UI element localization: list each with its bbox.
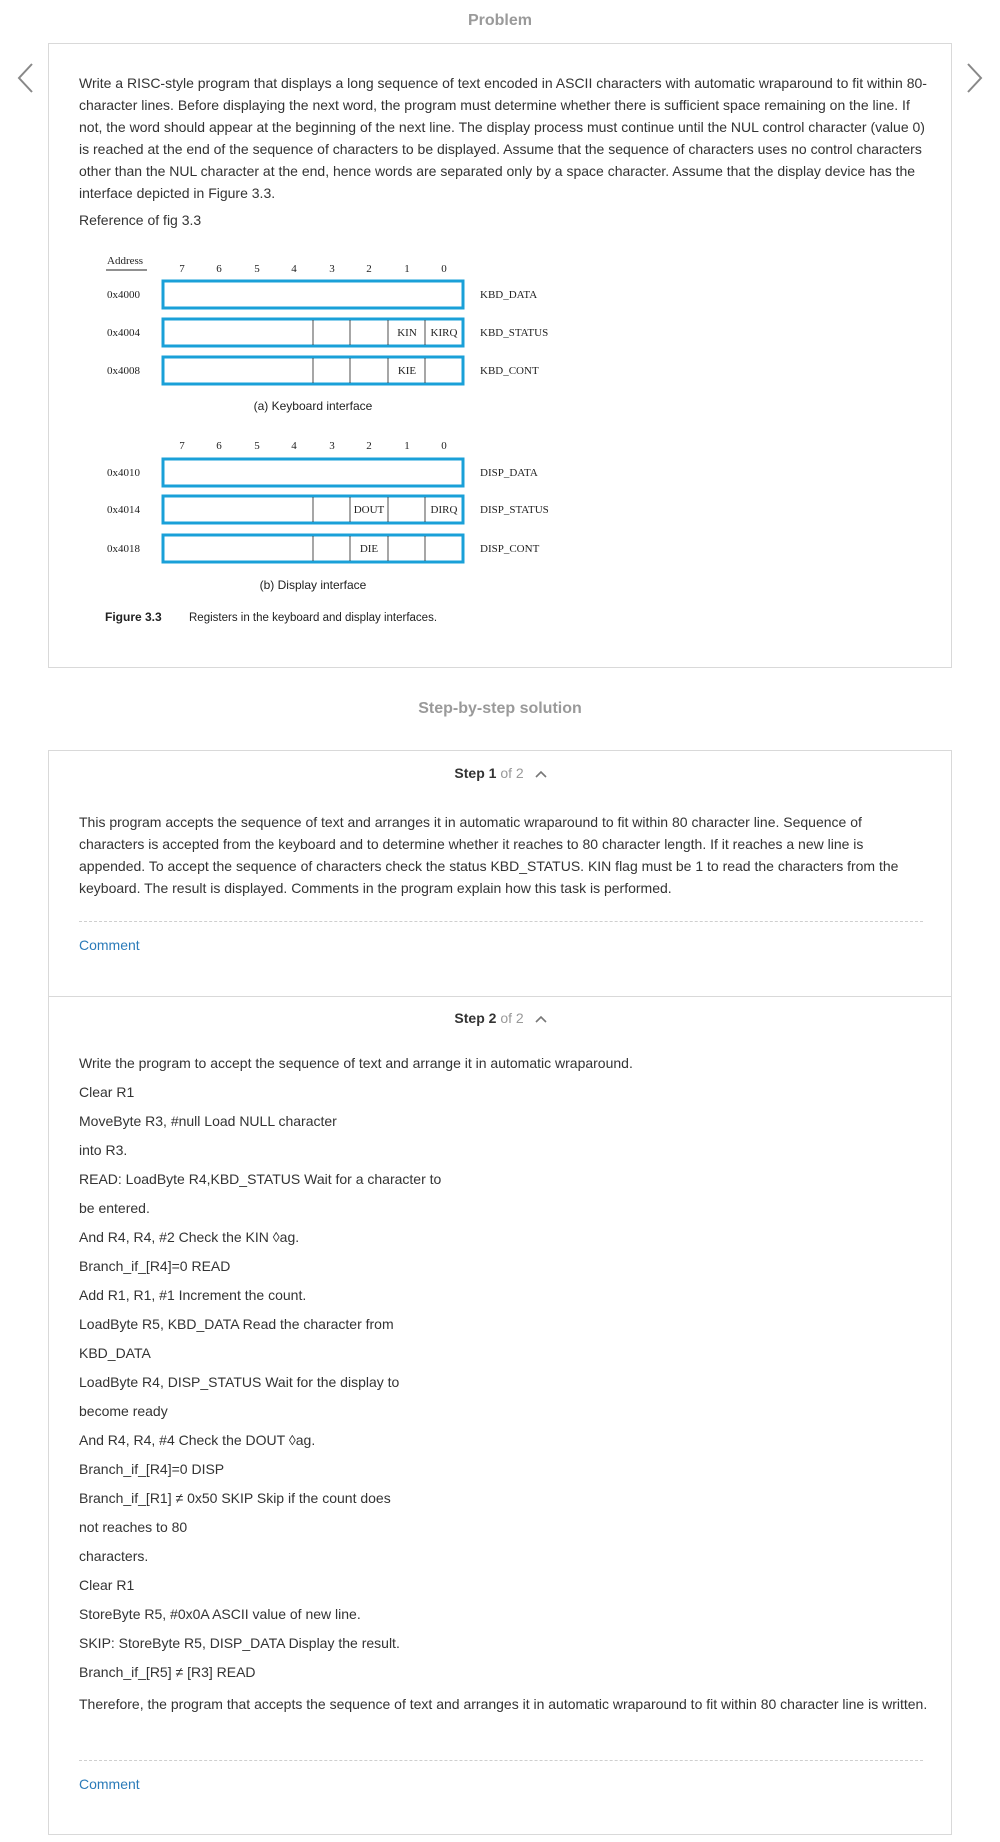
keyboard-bit-numbers — [179, 263, 447, 275]
code-line: SKIP: StoreByte R5, DISP_DATA Display the result. — [79, 1635, 400, 1651]
figure-label: Figure 3.3 — [105, 610, 162, 624]
code-line: characters. — [79, 1548, 149, 1564]
problem-heading: Problem — [467, 12, 532, 29]
figure-caption: Registers in the keyboard and display interfaces. — [189, 612, 438, 624]
step1-header[interactable] — [49, 765, 953, 782]
figure-reference: Reference of fig 3.3 — [79, 212, 202, 228]
bit-number: 4 — [291, 440, 297, 452]
next-arrow[interactable] — [962, 60, 986, 96]
code-line: And R4, R4, #2 Check the KIN ◊ag. — [79, 1229, 300, 1245]
code-line: LoadByte R4, DISP_STATUS Wait for the display to — [79, 1374, 400, 1390]
chevron-right-icon — [962, 60, 986, 96]
display-caption: (b) Display interface — [259, 578, 367, 592]
register-address: 0x4000 — [107, 289, 140, 301]
register-name: KBD_CONT — [480, 365, 539, 377]
register-name: DISP_DATA — [480, 467, 538, 479]
code-line: KBD_DATA — [79, 1345, 151, 1361]
bit-number: 3 — [329, 263, 335, 275]
bit-number: 5 — [254, 263, 260, 275]
register-address: 0x4008 — [107, 365, 140, 377]
keyboard-caption: (a) Keyboard interface — [253, 399, 373, 413]
bit-number: 7 — [179, 263, 185, 275]
register-name: KBD_DATA — [480, 289, 538, 301]
code-line: And R4, R4, #4 Check the DOUT ◊ag. — [79, 1432, 316, 1448]
code-line: into R3. — [79, 1142, 128, 1158]
solution-card — [48, 750, 952, 1835]
bit-number: 7 — [179, 440, 185, 452]
previous-arrow[interactable] — [14, 60, 38, 96]
dout-bit: DOUT — [353, 504, 385, 516]
register-address: 0x4018 — [107, 543, 140, 555]
register-address: 0x4004 — [107, 327, 140, 339]
code-line: be entered. — [79, 1200, 150, 1216]
dirq-bit: DIRQ — [430, 504, 458, 516]
code-line: become ready — [79, 1403, 168, 1419]
chevron-up-icon[interactable] — [534, 766, 548, 782]
bit-number: 2 — [366, 440, 372, 452]
register-name: KBD_STATUS — [480, 327, 549, 339]
bit-number: 4 — [291, 263, 297, 275]
problem-text: Write a RISC-style program that displays a long sequence of text encoded in ASCII characters with automatic wraparound to fit within 80-character lines. Before displaying the next word, the program must determine whether there is sufficient space remaining on the line. If not, the word should appear at the beginning of the next line. The display process must continue until the NUL control character (value 0) is reached at the end of the sequence of characters to be displayed. Assume that the sequence of characters uses no control characters other than the NUL character at the end, hence words are separated only by a space character. Assume that the display device has the interface depicted in Figure 3.3. — [79, 75, 927, 201]
code-line: not reaches to 80 — [79, 1519, 188, 1535]
display-bit-numbers — [179, 440, 447, 452]
die-bit: DIE — [359, 543, 379, 555]
register-address: 0x4010 — [107, 467, 140, 479]
kie-bit: KIE — [397, 365, 417, 377]
bit-number: 6 — [216, 263, 222, 275]
bit-number: 6 — [216, 440, 222, 452]
step1-text: This program accepts the sequence of text and arranges it in automatic wraparound to fit within 80 character line. Sequence of characters is accepted from the keyboard and to determine whether it reaches to 80 character length. If it reaches a new line is appended. To accept the sequence of characters check the status KBD_STATUS. KIN flag must be 1 to read the characters from the keyboard. The result is displayed. Comments in the program explain how this task is performed. — [79, 814, 899, 896]
bit-number: 2 — [366, 263, 372, 275]
register-name: DISP_CONT — [480, 543, 540, 555]
bit-number: 0 — [441, 263, 447, 275]
code-line: Clear R1 — [79, 1577, 135, 1593]
bit-number: 3 — [329, 440, 335, 452]
step2-comment-link[interactable]: Comment — [79, 1776, 140, 1792]
bit-number: 5 — [254, 440, 260, 452]
bit-number: 1 — [404, 263, 410, 275]
step2-header[interactable] — [49, 1010, 953, 1027]
register-name: DISP_STATUS — [480, 504, 549, 516]
code-line: Branch_if_[R1] ≠ 0x50 SKIP Skip if the count does — [79, 1490, 391, 1506]
chevron-up-icon[interactable] — [534, 1011, 548, 1027]
step2-label: Step 2 — [454, 1010, 497, 1026]
bit-number: 1 — [404, 440, 410, 452]
code-line: READ: LoadByte R4,KBD_STATUS Wait for a character to — [79, 1171, 442, 1187]
step2-conclusion: Therefore, the program that accepts the sequence of text and arranges it in automatic wraparound to fit within 80 character line is written. — [79, 1696, 928, 1712]
code-line: Branch_if_[R5] ≠ [R3] READ — [79, 1664, 256, 1680]
step1-count: of 2 — [500, 765, 524, 781]
step2-count: of 2 — [500, 1010, 524, 1026]
solution-heading: Step-by-step solution — [418, 700, 582, 717]
register-address: 0x4014 — [107, 504, 140, 516]
step-separator — [49, 996, 951, 997]
bit-number: 0 — [441, 440, 447, 452]
kirq-bit: KIRQ — [430, 327, 458, 339]
code-line: Clear R1 — [79, 1084, 135, 1100]
code-line: Write the program to accept the sequence of text and arrange it in automatic wraparound. — [79, 1055, 633, 1071]
code-line: LoadByte R5, KBD_DATA Read the character from — [79, 1316, 394, 1332]
step2-divider — [79, 1760, 923, 1761]
kin-bit: KIN — [397, 327, 417, 339]
step1-comment-link[interactable]: Comment — [79, 937, 140, 953]
code-line: Branch_if_[R4]=0 READ — [79, 1258, 231, 1274]
step1-label: Step 1 — [454, 765, 497, 781]
code-line: MoveByte R3, #null Load NULL character — [79, 1113, 337, 1129]
address-header: Address — [107, 255, 144, 267]
chevron-left-icon — [14, 60, 38, 96]
kbd-data-register — [163, 281, 463, 308]
code-line: StoreByte R5, #0x0A ASCII value of new line. — [79, 1606, 361, 1622]
problem-card — [48, 43, 952, 668]
step1-divider — [79, 921, 923, 922]
code-line: Add R1, R1, #1 Increment the count. — [79, 1287, 307, 1303]
disp-data-register — [163, 459, 463, 486]
register-figure — [49, 44, 953, 669]
code-line: Branch_if_[R4]=0 DISP — [79, 1461, 225, 1477]
